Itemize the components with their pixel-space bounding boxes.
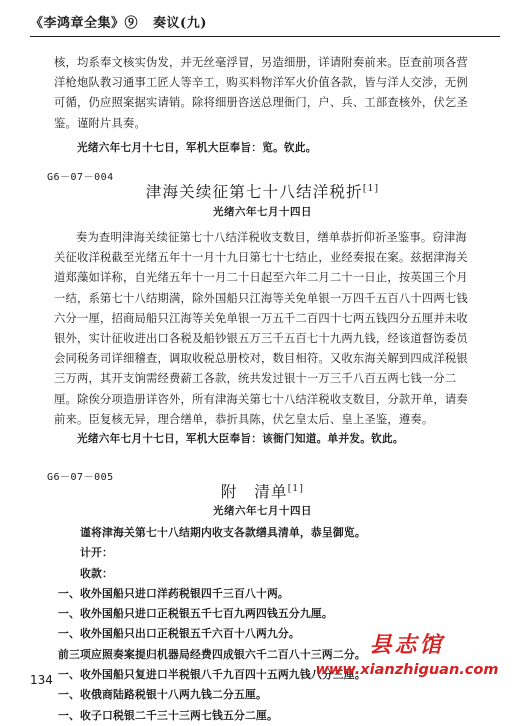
intro-rescript: 光绪六年七月十七日，军机大臣奉旨：览。钦此。 <box>77 142 317 154</box>
text-line: 一结，系第七十八结期满，除外国船只江海等关免单银一万四千五百八十四两七钱 <box>54 291 468 305</box>
memorial-rescript: 光绪六年七月十七日，军机大臣奉旨：该衙门知道。单并发。钦此。 <box>77 433 404 445</box>
text-line: 银外，实计征收进出口各税及船钞银五万三千五百七十九两九钱，经该道督饬委员 <box>54 332 468 346</box>
site-watermark <box>307 628 507 678</box>
text-line: 核，均系奉文核实伪发，并无丝毫浮冒，另造细册，详请附奏前来。臣查前项各营 <box>54 56 468 69</box>
doc-title <box>0 480 525 502</box>
text-line: 厘。除俟分项造册详咨外，所有津海关第七十八结洋税收支数目，分款开单，请奏 <box>54 392 468 406</box>
list-item: 谨将津海关第七十八结期内收支各款缮具清单，恭呈御览。 <box>80 526 366 539</box>
text-line: 奏为查明津海关续征第七十八结洋税收支数目，缮单恭折仰祈圣鉴事。窃津海 <box>76 231 467 244</box>
list-item: 一、收俄商陆路税银十八两九钱二分五厘。 <box>58 688 267 702</box>
doc-date: 光绪六年七月十四日 <box>213 505 312 517</box>
text-line: 洋枪炮队教习通事工匠人等辛工，购买料物洋军火价值各款，皆与洋人交涉，无例 <box>54 76 468 90</box>
running-header <box>30 12 500 34</box>
intro-text <box>54 53 494 134</box>
header-rule <box>30 36 500 37</box>
doc-title-text: 津海关续征第七十八结洋税折 <box>145 183 363 201</box>
list-item: 计开： <box>80 546 113 560</box>
footnote-marker: [1] <box>362 183 380 194</box>
section-title: 奏议(九) <box>153 16 207 31</box>
watermark-url: www.xianzhiguan.com <box>315 662 499 678</box>
page-number: 134 <box>30 673 53 687</box>
doc-title <box>0 180 525 202</box>
book-title: 《李鸿章全集》⑨ <box>30 16 139 31</box>
text-line: 关征收洋税截至光绪五年十一月十九日第七十七结止，业经奏报在案。兹据津海关 <box>54 251 468 265</box>
text-line: 可循，仍应照案据实请销。除将细册咨送总理衙门，户、兵、工部查核外，伏乞圣 <box>54 96 468 110</box>
memorial-text <box>54 228 494 430</box>
list-item: 前三项应照奏案提归机器局经费四成银六千二百八十三两二分。 <box>58 647 366 661</box>
doc-code: G6－07－004 <box>47 172 114 183</box>
text-line: 前来。臣复核无异，理合缮单，恭折具陈，伏乞皇太后、皇上圣鉴，遵奏。 <box>54 412 434 426</box>
text-line: 鉴。谨附片具奏。 <box>54 116 146 130</box>
list-item: 一、收外国船只复进口半税银八千九百四十五两九钱八分三厘。 <box>58 668 366 682</box>
list-item: 一、收外国船只进口洋药税银四千三百八十两。 <box>58 586 289 600</box>
doc-date: 光绪六年七月十四日 <box>213 206 312 218</box>
list-item: 一、收外国船只出口正税银五千六百十八两九分。 <box>58 627 300 641</box>
doc-title-text: 附 清单 <box>220 483 288 501</box>
watermark-title: 县志馆 <box>369 633 445 658</box>
list-item: 一、收子口税银二千三十三两七钱五分二厘。 <box>58 708 278 722</box>
text-line: 六分一厘，招商局船只江海等关免单银一万五千二百四十七两五钱四分五厘并未收 <box>54 311 468 325</box>
text-line: 会同税务司详细稽查，调取收税总册校对，数目相符。又收东海关解到四成洋税银 <box>54 352 468 366</box>
doc-code: G6－07－005 <box>47 472 114 483</box>
list-item: 一、收外国船只进口正税银五千七百九两四钱五分九厘。 <box>58 607 333 621</box>
text-line: 三万两，其开支饷需经费薪工各款，统共发过银十一万三千八百五两七钱一分二 <box>54 372 457 386</box>
inventory-list <box>58 523 498 726</box>
list-item: 收款： <box>80 566 113 580</box>
footnote-marker: [1] <box>287 483 305 494</box>
text-line: 道郑藻如详称，自光绪五年十一月二十日起至六年二月二十一日止，按英国三个月 <box>54 271 468 285</box>
